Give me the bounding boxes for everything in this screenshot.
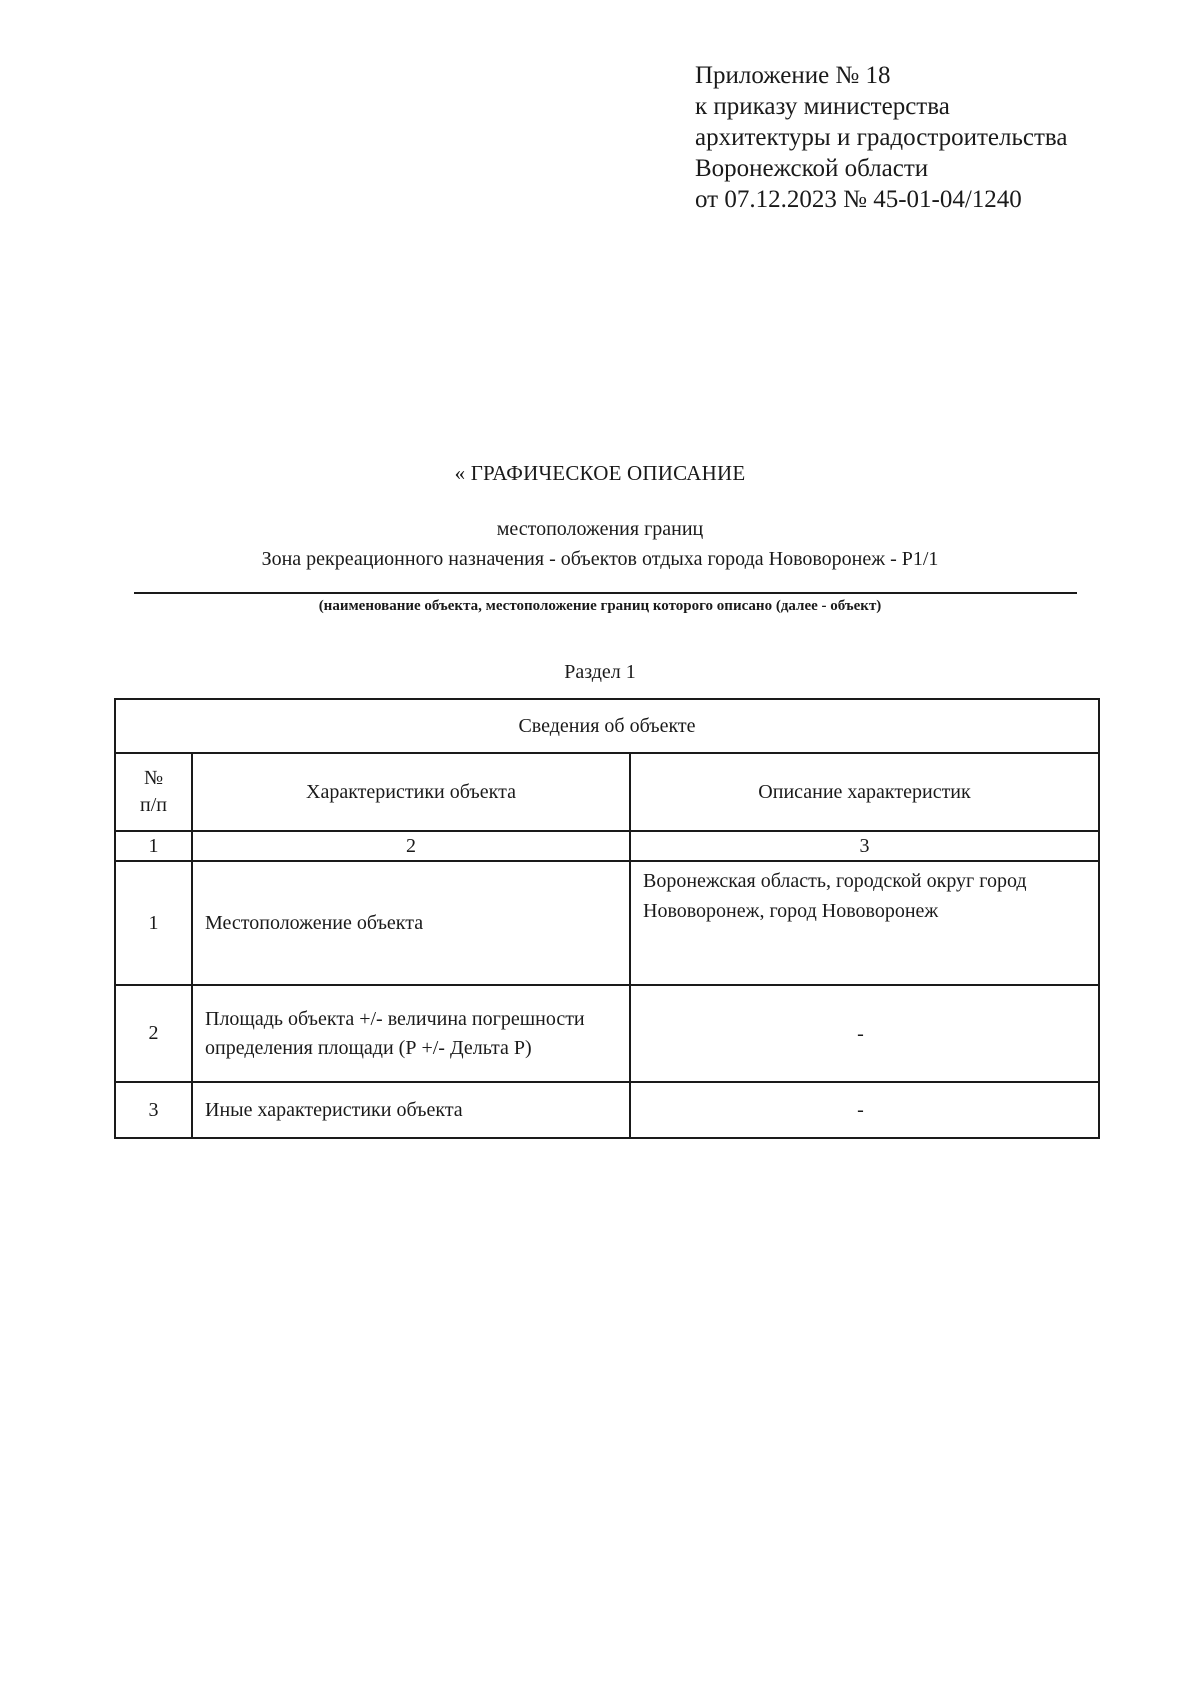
appendix-header bbox=[695, 60, 1067, 215]
row-number: 3 bbox=[115, 1082, 192, 1138]
header-num-line: п/п bbox=[140, 794, 167, 816]
document-subtitle: местоположения границ bbox=[496, 518, 704, 540]
row-characteristic: Иные характеристики объекта bbox=[192, 1082, 630, 1138]
column-number-row bbox=[115, 831, 1099, 861]
object-name-underline bbox=[134, 592, 1077, 594]
header-num-line: № bbox=[143, 767, 164, 789]
appendix-line: Воронежской области bbox=[695, 155, 929, 182]
header-num bbox=[115, 753, 192, 831]
header-description: Описание характеристик bbox=[630, 753, 1099, 831]
row-characteristic: Площадь объекта +/- величина погрешности определения площади (Р +/- Дельта Р) bbox=[192, 985, 630, 1082]
header-characteristics: Характеристики объекта bbox=[192, 753, 630, 831]
document-title: « ГРАФИЧЕСКОЕ ОПИСАНИЕ bbox=[454, 461, 746, 485]
table-row bbox=[115, 985, 1099, 1082]
row-description: - bbox=[630, 1082, 1099, 1138]
row-number: 1 bbox=[115, 861, 192, 985]
object-name-caption: (наименование объекта, местоположение границ которого описано (далее - объект) bbox=[318, 598, 882, 614]
row-description: - bbox=[630, 985, 1099, 1082]
appendix-line: от 07.12.2023 № 45-01-04/1240 bbox=[695, 186, 1022, 213]
column-number: 2 bbox=[192, 831, 630, 861]
table-row bbox=[115, 861, 1099, 985]
table-caption: Сведения об объекте bbox=[115, 699, 1099, 753]
row-description: Воронежская область, городской округ город Нововоронеж, город Нововоронеж bbox=[630, 861, 1099, 985]
row-number: 2 bbox=[115, 985, 192, 1082]
table-row bbox=[115, 1082, 1099, 1138]
appendix-line: архитектуры и градостроительства bbox=[695, 124, 1068, 151]
object-info-table bbox=[114, 698, 1100, 1139]
table-header-row bbox=[115, 753, 1099, 831]
row-characteristic: Местоположение объекта bbox=[192, 861, 630, 985]
section-label: Раздел 1 bbox=[564, 661, 636, 683]
column-number: 1 bbox=[115, 831, 192, 861]
column-number: 3 bbox=[630, 831, 1099, 861]
appendix-line: Приложение № 18 bbox=[695, 62, 891, 89]
appendix-line: к приказу министерства bbox=[695, 93, 950, 120]
object-name: Зона рекреационного назначения - объектов отдыха города Нововоронеж - Р1/1 bbox=[261, 548, 939, 570]
table-caption-row bbox=[115, 699, 1099, 753]
